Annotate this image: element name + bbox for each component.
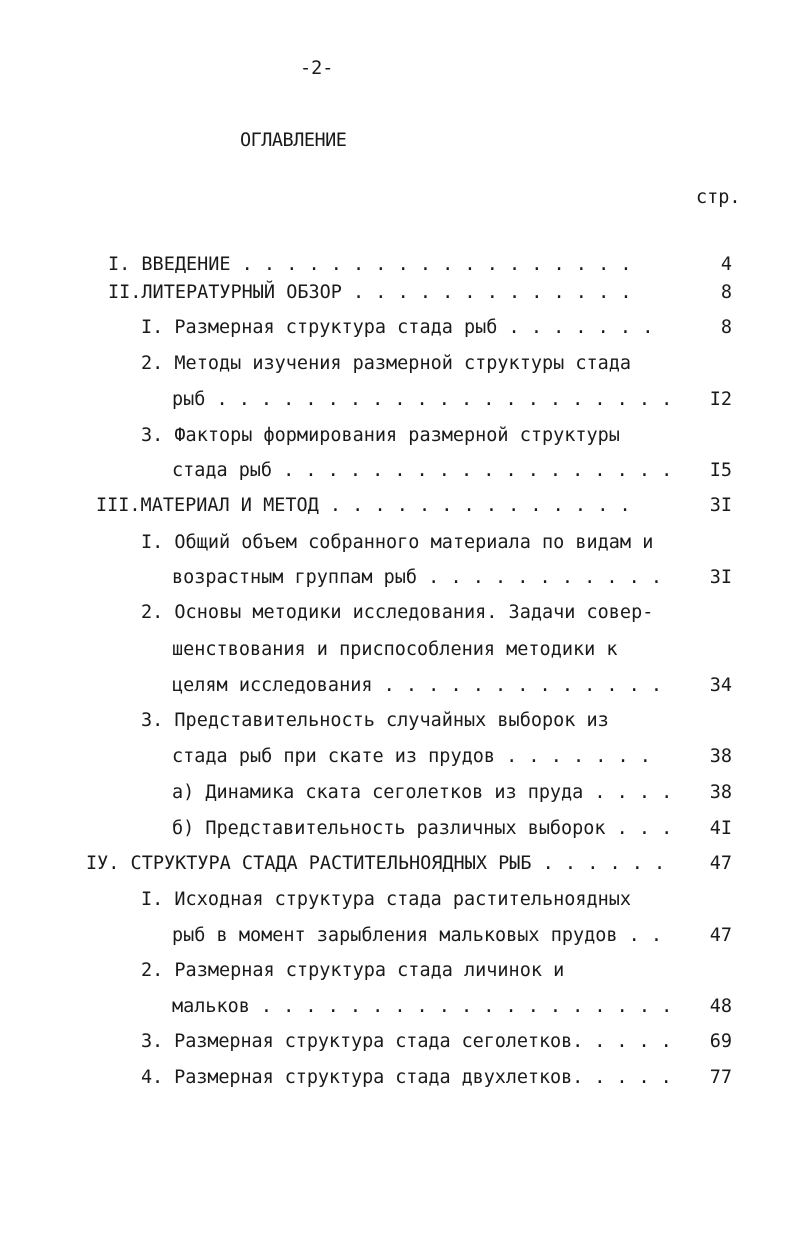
toc-entry-page: 34 (709, 675, 732, 696)
toc-entry-page: 4 (720, 254, 732, 275)
toc-entry-text: 4. Размерная структура стада двухлетков. . . . . (141, 1067, 672, 1088)
toc-entry-page: 38 (709, 746, 732, 767)
toc-entry-page: 38 (709, 782, 732, 803)
toc-entry-text: II.ЛИТЕРАТУРНЫЙ ОБЗОР . . . . . . . . . . . . . (108, 282, 632, 303)
toc-entry-text: 2. Основы методики исследования. Задачи совер- (141, 602, 654, 623)
toc-entry-text: 3. Факторы формирования размерной структуры (141, 425, 620, 446)
toc-entry-page: 47 (709, 925, 732, 946)
toc-entry-text: I. Общий объем собранного материала по видам и (141, 532, 654, 553)
toc-entry-text: I. Исходная структура стада растительноядных (141, 889, 632, 910)
toc-entry-text: I. ВВЕДЕНИЕ . . . . . . . . . . . . . . . . . . (108, 254, 632, 275)
toc-entry-page: I2 (709, 389, 732, 410)
page-title: ОГЛАВЛЕНИЕ (240, 130, 347, 151)
toc-entry-page: 3I (709, 567, 732, 588)
toc-entry-text: III.МАТЕРИАЛ И МЕТОД . . . . . . . . . . . . . . (96, 495, 631, 516)
toc-entry-text: 3. Представительность случайных выборок из (141, 710, 609, 731)
page-column-label: стр. (696, 187, 741, 208)
toc-entry-text: б) Представительность различных выборок . . . (172, 818, 673, 839)
toc-entry-page: 4I (709, 818, 732, 839)
toc-entry-text: а) Динамика ската сеголетков из пруда . . . . (172, 782, 673, 803)
toc-entry-page: 69 (709, 1031, 732, 1052)
toc-entry-page: 8 (720, 317, 732, 338)
toc-entry-text: 3. Размерная структура стада сеголетков. . . . . (141, 1031, 672, 1052)
toc-entry-page: 48 (709, 996, 732, 1017)
toc-entry-text: I. Размерная структура стада рыб . . . . . . . (141, 317, 654, 338)
toc-entry-text: целям исследования . . . . . . . . . . . . . (172, 675, 663, 696)
toc-entry-page: 3I (709, 495, 732, 516)
toc-entry-page: 77 (709, 1067, 732, 1088)
toc-entry-text: стада рыб . . . . . . . . . . . . . . . . . . (172, 460, 673, 481)
toc-entry-text: IУ. СТРУКТУРА СТАДА РАСТИТЕЛЬНОЯДНЫХ РЫБ . . . . . . (86, 853, 666, 874)
toc-entry-text: 2. Размерная структура стада личинок и (141, 960, 565, 981)
toc-entry-text: мальков . . . . . . . . . . . . . . . . . . . (172, 996, 673, 1017)
toc-entry-text: шенствования и приспособления методики к (172, 639, 618, 660)
toc-entry-text: возрастным группам рыб . . . . . . . . . . . (172, 567, 663, 588)
toc-entry-text: стада рыб при скате из прудов . . . . . . . (172, 746, 651, 767)
toc-entry-page: 47 (709, 853, 732, 874)
toc-entry-text: рыб . . . . . . . . . . . . . . . . . . . . . (172, 389, 673, 410)
toc-entry-page: 8 (720, 282, 732, 303)
page-number: -2- (300, 58, 334, 79)
toc-entry-text: 2. Методы изучения размерной структуры стада (141, 353, 632, 374)
toc-entry-text: рыб в момент зарыбления мальковых прудов . . (172, 925, 663, 946)
toc-entry-page: I5 (709, 460, 732, 481)
